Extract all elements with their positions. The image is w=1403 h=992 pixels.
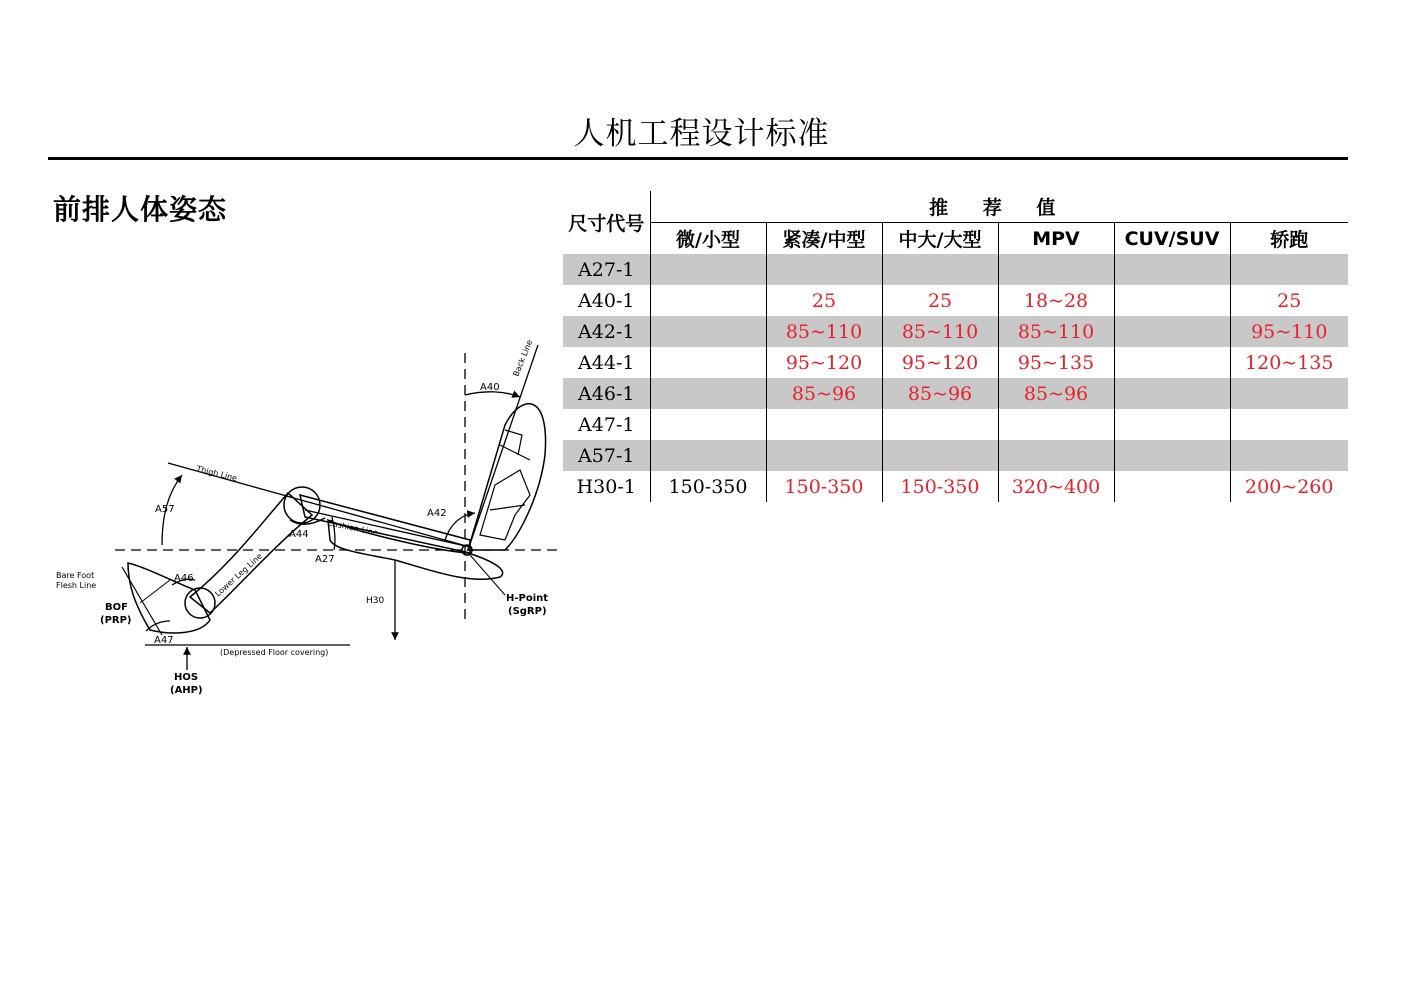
value-cell	[1114, 471, 1230, 502]
value-cell: 85~110	[766, 316, 882, 347]
value-cell: 150-350	[882, 471, 998, 502]
label-bof: BOF	[105, 602, 128, 613]
value-cell: 320~400	[998, 471, 1114, 502]
value-cell: 85~110	[882, 316, 998, 347]
row-code-cell: A47-1	[578, 413, 635, 436]
label-ahp: (AHP)	[170, 685, 203, 696]
code-column-header: 尺寸代号	[563, 191, 650, 254]
label-prp: (PRP)	[100, 615, 132, 626]
label-h30: H30	[366, 596, 385, 606]
value-cell: 18~28	[998, 285, 1114, 316]
table-row	[563, 471, 1348, 502]
value-cell	[998, 409, 1114, 440]
seat-back-shape	[468, 404, 546, 550]
table-row	[563, 285, 1348, 316]
column-header: 中大/大型	[882, 223, 998, 255]
value-cell	[650, 316, 766, 347]
back-line	[468, 345, 538, 550]
label-a42: A42	[427, 508, 447, 519]
label-h-point: H-Point	[506, 593, 549, 604]
value-cell	[1230, 378, 1348, 409]
label-sgrp: (SgRP)	[508, 606, 547, 617]
label-lower-leg-line: Lower Leg Line	[213, 551, 264, 599]
bof-pointer	[140, 580, 170, 603]
label-a47: A47	[154, 635, 174, 646]
value-cell	[1230, 409, 1348, 440]
row-code-cell: A46-1	[563, 378, 650, 409]
ankle-joint	[185, 588, 215, 618]
label-a27: A27	[315, 554, 335, 565]
a42-angle-arc	[445, 513, 475, 540]
value-cell: 95~110	[1230, 316, 1348, 347]
value-cell	[1114, 285, 1230, 316]
table-body	[563, 254, 1348, 502]
value-cell	[1230, 440, 1348, 471]
table-row	[563, 409, 1348, 440]
lower-leg-shape	[190, 493, 312, 613]
value-cell	[650, 440, 766, 471]
row-code-cell: A27-1	[563, 254, 650, 285]
value-cell: 25	[766, 285, 882, 316]
recommended-values-table	[563, 191, 1348, 502]
value-cell	[1114, 347, 1230, 378]
value-cell	[766, 440, 882, 471]
table-row	[563, 347, 1348, 378]
row-code-cell: A40-1	[578, 289, 635, 312]
table-row	[563, 378, 1348, 409]
value-cell	[882, 409, 998, 440]
value-cell	[882, 440, 998, 471]
value-cell	[766, 254, 882, 285]
value-cell: 85~110	[998, 316, 1114, 347]
value-cell: 95~120	[882, 347, 998, 378]
title-divider	[48, 157, 1348, 160]
value-cell	[998, 440, 1114, 471]
value-cell: 25	[1230, 285, 1348, 316]
value-cell	[650, 347, 766, 378]
table-row	[563, 440, 1348, 471]
label-thigh-line: Thigh Line	[195, 464, 239, 483]
table-row	[563, 254, 1348, 285]
value-cell: 95~120	[766, 347, 882, 378]
label-a44: A44	[289, 529, 309, 540]
label-a46: A46	[174, 573, 194, 584]
value-cell	[998, 254, 1114, 285]
label-back-line: Back Line	[511, 338, 535, 378]
front-seat-posture-diagram	[50, 335, 565, 700]
label-flesh-line: Flesh Line	[56, 581, 97, 590]
column-header: 微/小型	[676, 229, 740, 251]
value-cell	[650, 285, 766, 316]
value-cell	[1114, 378, 1230, 409]
label-a57: A57	[155, 504, 175, 515]
label-bare-foot: Bare Foot	[56, 571, 95, 580]
label-floor: (Depressed Floor covering)	[220, 648, 329, 657]
value-cell	[650, 409, 766, 440]
value-cell	[1114, 409, 1230, 440]
value-cell	[882, 254, 998, 285]
document-title: 人机工程设计标准	[573, 116, 830, 152]
column-header: 紧凑/中型	[766, 223, 882, 255]
value-cell: 95~135	[998, 347, 1114, 378]
value-cell: 120~135	[1230, 347, 1348, 378]
table-row	[563, 316, 1348, 347]
row-code-cell: A44-1	[578, 351, 635, 374]
column-header: 轿跑	[1230, 223, 1348, 255]
value-cell: 150-350	[766, 471, 882, 502]
section-title: 前排人体姿态	[53, 193, 228, 226]
label-hos: HOS	[174, 672, 199, 683]
value-cell	[1114, 316, 1230, 347]
row-code-cell: H30-1	[576, 475, 636, 498]
value-cell: 25	[882, 285, 998, 316]
value-cell	[766, 409, 882, 440]
value-cell: 85~96	[766, 378, 882, 409]
column-header-row	[563, 223, 1348, 255]
recommended-values-header: 推 荐 值	[650, 191, 1348, 223]
value-cell	[1230, 254, 1348, 285]
value-cell	[650, 254, 766, 285]
row-code-cell: A57-1	[563, 440, 650, 471]
value-cell: 85~96	[882, 378, 998, 409]
value-cell: 200~260	[1230, 471, 1348, 502]
row-code-cell: A42-1	[563, 316, 650, 347]
column-header: CUV/SUV	[1114, 223, 1230, 255]
value-cell	[1114, 254, 1230, 285]
column-header: MPV	[998, 223, 1114, 255]
label-a40: A40	[480, 382, 500, 393]
label-cushion-line: Cushion Line	[326, 518, 379, 538]
value-cell: 150-350	[650, 471, 766, 502]
value-cell	[1114, 440, 1230, 471]
value-cell	[650, 378, 766, 409]
value-cell: 85~96	[998, 378, 1114, 409]
